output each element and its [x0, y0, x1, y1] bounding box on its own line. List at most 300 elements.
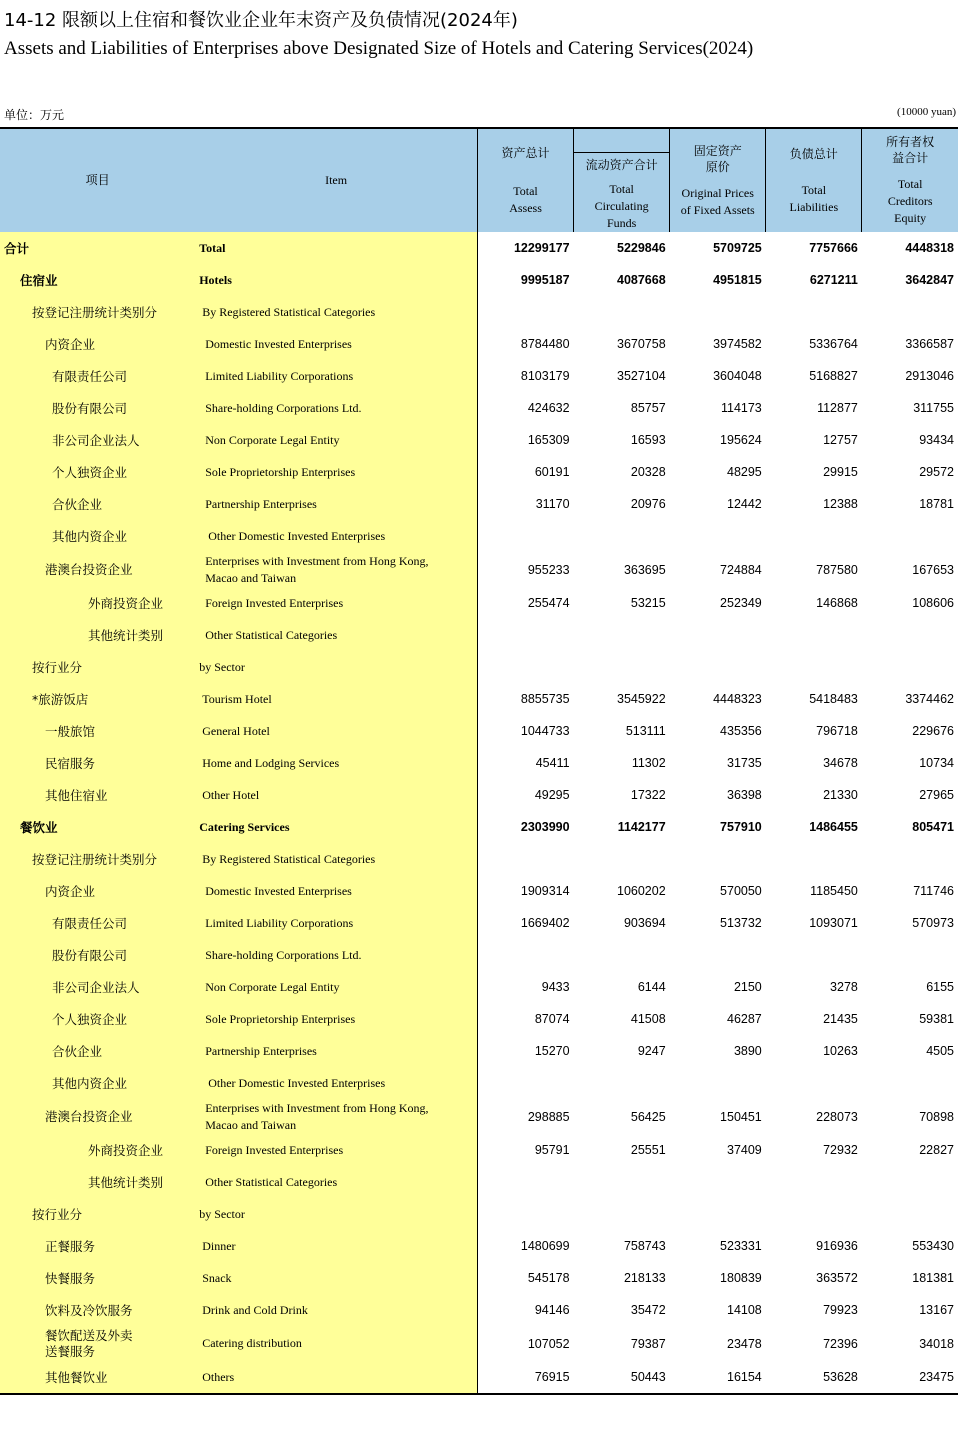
row-label-en: Domestic Invested Enterprises [195, 328, 477, 360]
cell-circulating-funds: 85757 [630, 401, 666, 415]
cell-circulating-funds: 11302 [631, 756, 666, 770]
row-label-cn: 有限责任公司 [0, 907, 195, 939]
cell-fixed-assets: 757910 [720, 820, 762, 834]
row-label-en: Non Corporate Legal Entity [195, 971, 477, 1003]
row-label-en: Catering Services [195, 811, 477, 843]
header-total-assets: 资产总计 Total Assess [477, 128, 573, 232]
table-row [0, 747, 958, 779]
cell-total-assets: 8855735 [520, 692, 570, 706]
cell-circulating-funds: 5229846 [617, 241, 666, 255]
cell-total-assets: 12299177 [513, 241, 570, 255]
cell-fixed-assets: 14108 [727, 1303, 762, 1317]
cell-total-assets: 9995187 [520, 273, 570, 287]
cell-total-liabilities: 1185450 [810, 884, 858, 898]
cell-total-assets: 165309 [527, 433, 570, 447]
table-row [0, 683, 958, 715]
cell-owners-equity: 167653 [912, 562, 954, 577]
cell-total-liabilities: 53628 [766, 1361, 862, 1394]
cell-owners-equity: 27965 [919, 788, 954, 802]
row-label-cn: 按登记注册统计类别分 [0, 843, 195, 875]
cell-fixed-assets: 23478 [727, 1336, 762, 1351]
cell-circulating-funds [574, 296, 670, 328]
cell-total-assets: 31170 [535, 497, 570, 511]
cell-owners-equity: 6155 [926, 980, 954, 994]
table-title-cn: 14-12 限额以上住宿和餐饮业企业年末资产及负债情况(2024年) [4, 10, 518, 31]
row-label-cn: 股份有限公司 [0, 392, 195, 424]
cell-total-liabilities: 146868 [816, 596, 858, 610]
row-label-cn: 其他统计类别 [0, 1166, 195, 1198]
cell-circulating-funds: 3527104 [617, 369, 666, 383]
unit-label-en: (10000 yuan) [897, 106, 956, 118]
cell-circulating-funds: 1142177 [617, 820, 666, 834]
cell-fixed-assets: 724884 [720, 562, 762, 577]
cell-total-assets: 424632 [527, 401, 570, 415]
cell-fixed-assets [670, 296, 766, 328]
cell-total-assets: 87074 [534, 1012, 570, 1026]
row-label-en: Snack [195, 1262, 477, 1294]
row-label-en: Limited Liability Corporations [195, 360, 477, 392]
cell-circulating-funds: 79387 [630, 1336, 666, 1351]
cell-fixed-assets: 150451 [720, 1109, 762, 1124]
cell-circulating-funds [574, 619, 670, 651]
row-label-cn: 非公司企业法人 [0, 971, 195, 1003]
cell-circulating-funds: 16593 [630, 433, 666, 447]
row-label-en: Catering distribution [195, 1326, 477, 1361]
table-row [0, 1262, 958, 1294]
cell-fixed-assets [670, 939, 766, 971]
cell-owners-equity: 3366587 [905, 337, 954, 351]
cell-fixed-assets: 12442 [727, 497, 762, 511]
header-item-cn: 项目 [0, 128, 195, 232]
cell-circulating-funds: 50443 [574, 1361, 670, 1394]
table-row [0, 619, 958, 651]
cell-owners-equity: 70898 [919, 1109, 954, 1124]
table-row [0, 715, 958, 747]
cell-circulating-funds: 20328 [630, 465, 666, 479]
cell-total-liabilities [766, 520, 862, 552]
table-row [0, 360, 958, 392]
row-label-cn: 有限责任公司 [0, 360, 195, 392]
cell-total-liabilities: 79923 [823, 1303, 858, 1317]
row-label-en: Share-holding Corporations Ltd. [195, 392, 477, 424]
cell-total-liabilities: 228073 [816, 1109, 858, 1124]
table-row [0, 1035, 958, 1067]
table-body [0, 232, 958, 1394]
cell-owners-equity [862, 651, 958, 683]
row-label-cn: 一般旅馆 [0, 715, 195, 747]
cell-total-assets: 60191 [534, 465, 570, 479]
row-label-en: Limited Liability Corporations [195, 907, 477, 939]
cell-owners-equity: 553430 [912, 1239, 954, 1253]
row-label-en: By Registered Statistical Categories [195, 296, 477, 328]
cell-circulating-funds [574, 651, 670, 683]
cell-total-assets: 1044733 [520, 724, 570, 738]
cell-total-assets [477, 296, 573, 328]
cell-fixed-assets: 195624 [720, 433, 762, 447]
row-label-en: Enterprises with Investment from Hong Kong, Macao and Taiwan [195, 552, 477, 587]
row-label-en: Foreign Invested Enterprises [195, 1134, 477, 1166]
row-label-en: by Sector [195, 651, 477, 683]
table-row [0, 587, 958, 619]
row-label-en: Tourism Hotel [195, 683, 477, 715]
row-label-en: Domestic Invested Enterprises [195, 875, 477, 907]
row-label-en: Sole Proprietorship Enterprises [195, 456, 477, 488]
cell-owners-equity: 23475 [862, 1361, 958, 1394]
cell-owners-equity: 4448318 [905, 241, 954, 255]
row-label-cn: 正餐服务 [0, 1230, 195, 1262]
cell-owners-equity [862, 619, 958, 651]
table-row [0, 1230, 958, 1262]
cell-total-liabilities: 1486455 [809, 820, 858, 834]
cell-owners-equity: 4505 [926, 1044, 954, 1058]
row-label-cn: 外商投资企业 [0, 1134, 195, 1166]
cell-total-liabilities: 787580 [816, 562, 858, 577]
header-total-liabilities: 负债总计 Total Liabilities [766, 128, 862, 232]
cell-owners-equity [862, 1067, 958, 1099]
cell-total-assets: 545178 [527, 1271, 570, 1285]
row-label-en: Partnership Enterprises [195, 488, 477, 520]
header-circulating-funds: 流动资产合计 Total Circulating Funds [574, 128, 670, 232]
cell-circulating-funds [574, 1198, 670, 1230]
cell-fixed-assets: 570050 [720, 884, 762, 898]
table-row [0, 1003, 958, 1035]
cell-total-assets: 94146 [534, 1303, 570, 1317]
cell-total-assets: 2303990 [520, 820, 570, 834]
cell-total-liabilities: 5336764 [809, 337, 858, 351]
row-label-cn: 按行业分 [0, 1198, 195, 1230]
cell-fixed-assets [670, 619, 766, 651]
row-label-cn: 其他住宿业 [0, 779, 195, 811]
cell-total-liabilities [766, 619, 862, 651]
cell-fixed-assets: 114173 [720, 401, 762, 415]
cell-total-assets: 255474 [527, 596, 570, 610]
table-row [0, 456, 958, 488]
cell-circulating-funds: 35472 [630, 1303, 666, 1317]
cell-owners-equity: 59381 [919, 1012, 954, 1026]
cell-circulating-funds: 53215 [630, 596, 666, 610]
table-row [0, 1198, 958, 1230]
table-row [0, 520, 958, 552]
table-row [0, 1361, 958, 1394]
table-row [0, 875, 958, 907]
cell-fixed-assets: 523331 [720, 1239, 762, 1253]
table-row [0, 232, 958, 264]
cell-circulating-funds: 758743 [623, 1239, 666, 1253]
row-label-cn: 民宿服务 [0, 747, 195, 779]
row-label-cn: 其他统计类别 [0, 619, 195, 651]
cell-total-assets [477, 520, 573, 552]
cell-circulating-funds [574, 520, 670, 552]
cell-circulating-funds: 41508 [630, 1012, 666, 1026]
row-label-cn: 住宿业 [0, 264, 195, 296]
cell-fixed-assets: 180839 [720, 1271, 762, 1285]
cell-owners-equity: 229676 [912, 724, 954, 738]
cell-fixed-assets: 31735 [727, 756, 762, 770]
row-label-cn: 餐饮业 [0, 811, 195, 843]
cell-fixed-assets: 4951815 [713, 273, 762, 287]
cell-owners-equity: 805471 [912, 820, 954, 834]
row-label-en: Non Corporate Legal Entity [195, 424, 477, 456]
table-row [0, 488, 958, 520]
cell-total-liabilities: 72396 [823, 1336, 858, 1351]
row-label-cn: 餐饮配送及外卖送餐服务 [0, 1326, 195, 1361]
cell-fixed-assets: 37409 [727, 1143, 762, 1157]
table-row [0, 1326, 958, 1361]
cell-total-assets [477, 619, 573, 651]
row-label-cn: 饮料及冷饮服务 [0, 1294, 195, 1326]
cell-circulating-funds: 17322 [630, 788, 666, 802]
header-owners-equity: 所有者权益合计 Total Creditors Equity [862, 128, 958, 232]
table-row [0, 907, 958, 939]
cell-circulating-funds [574, 1166, 670, 1198]
cell-owners-equity: 18781 [919, 497, 954, 511]
table-row [0, 1134, 958, 1166]
cell-owners-equity: 711746 [913, 884, 954, 898]
cell-fixed-assets: 48295 [727, 465, 762, 479]
cell-total-assets: 49295 [534, 788, 570, 802]
cell-fixed-assets: 4448323 [713, 692, 762, 706]
cell-total-liabilities: 5168827 [809, 369, 858, 383]
cell-total-liabilities: 34678 [823, 756, 858, 770]
row-label-en: Enterprises with Investment from Hong Kong, Macao and Taiwan [195, 1099, 477, 1134]
cell-total-liabilities: 21330 [823, 788, 858, 802]
cell-fixed-assets: 3890 [733, 1044, 762, 1058]
cell-total-assets [477, 1166, 573, 1198]
cell-owners-equity [862, 520, 958, 552]
cell-circulating-funds: 513111 [625, 724, 666, 738]
cell-total-liabilities: 29915 [823, 465, 858, 479]
row-label-cn: 快餐服务 [0, 1262, 195, 1294]
cell-circulating-funds: 363695 [623, 562, 666, 577]
row-label-cn: *旅游饭店 [0, 683, 195, 715]
table-row [0, 939, 958, 971]
cell-total-assets: 1669402 [520, 916, 570, 930]
cell-owners-equity [862, 939, 958, 971]
cell-total-assets: 76915 [477, 1361, 573, 1394]
row-label-cn: 个人独资企业 [0, 456, 195, 488]
cell-fixed-assets: 2150 [733, 980, 762, 994]
cell-owners-equity [862, 1166, 958, 1198]
cell-total-liabilities: 796718 [816, 724, 858, 738]
cell-total-assets: 1909314 [520, 884, 570, 898]
cell-fixed-assets [670, 651, 766, 683]
cell-owners-equity [862, 1198, 958, 1230]
cell-total-liabilities: 6271211 [809, 273, 858, 287]
table-row [0, 811, 958, 843]
table-row [0, 651, 958, 683]
cell-owners-equity: 13167 [919, 1303, 954, 1317]
cell-circulating-funds [574, 939, 670, 971]
cell-circulating-funds: 3670758 [617, 337, 666, 351]
cell-total-liabilities: 7757666 [809, 241, 858, 255]
cell-circulating-funds: 20976 [630, 497, 666, 511]
cell-owners-equity: 570973 [912, 916, 954, 930]
row-label-cn: 内资企业 [0, 328, 195, 360]
row-label-cn: 其他餐饮业 [0, 1361, 195, 1394]
cell-total-liabilities [766, 939, 862, 971]
cell-total-liabilities [766, 843, 862, 875]
row-label-en: Other Hotel [195, 779, 477, 811]
cell-total-liabilities: 10263 [823, 1044, 858, 1058]
row-label-cn: 港澳台投资企业 [0, 1099, 195, 1134]
cell-total-liabilities: 916936 [816, 1239, 858, 1253]
cell-circulating-funds [574, 843, 670, 875]
table-row [0, 264, 958, 296]
cell-owners-equity: 2913046 [905, 369, 954, 383]
cell-fixed-assets [670, 1166, 766, 1198]
cell-total-liabilities: 5418483 [809, 692, 858, 706]
cell-total-assets: 9433 [541, 980, 570, 994]
cell-total-liabilities: 1093071 [809, 916, 858, 930]
cell-total-assets [477, 1067, 573, 1099]
table-row [0, 296, 958, 328]
cell-total-assets: 8784480 [520, 337, 570, 351]
cell-total-assets [477, 651, 573, 683]
row-label-cn: 内资企业 [0, 875, 195, 907]
cell-total-liabilities [766, 651, 862, 683]
row-label-en: by Sector [195, 1198, 477, 1230]
cell-circulating-funds: 3545922 [617, 692, 666, 706]
table-row [0, 1166, 958, 1198]
cell-owners-equity [862, 843, 958, 875]
table-row [0, 779, 958, 811]
cell-fixed-assets: 3604048 [713, 369, 762, 383]
cell-fixed-assets: 36398 [727, 788, 762, 802]
cell-total-assets [477, 1198, 573, 1230]
unit-label-cn: 单位：万元 [4, 108, 65, 122]
cell-total-liabilities [766, 1166, 862, 1198]
cell-owners-equity: 93434 [919, 433, 954, 447]
row-label-cn: 合伙企业 [0, 488, 195, 520]
table-row [0, 1294, 958, 1326]
cell-total-liabilities: 3278 [830, 980, 858, 994]
row-label-cn: 股份有限公司 [0, 939, 195, 971]
cell-circulating-funds: 56425 [630, 1109, 666, 1124]
row-label-en: Other Statistical Categories [195, 619, 477, 651]
cell-total-assets [477, 939, 573, 971]
table-row [0, 843, 958, 875]
cell-owners-equity: 29572 [919, 465, 954, 479]
cell-fixed-assets: 46287 [727, 1012, 762, 1026]
header-fixed-assets: 固定资产原价 Original Prices of Fixed Assets [670, 128, 766, 232]
table-title-en: Assets and Liabilities of Enterprises above Designated Size of Hotels and Catering Services(2024) [4, 38, 754, 59]
cell-fixed-assets: 435356 [720, 724, 762, 738]
row-label-en: Dinner [195, 1230, 477, 1262]
cell-total-liabilities [766, 1198, 862, 1230]
cell-fixed-assets: 513732 [720, 916, 762, 930]
row-label-cn: 合计 [0, 232, 195, 264]
cell-owners-equity: 34018 [919, 1336, 954, 1351]
cell-total-liabilities: 12388 [823, 497, 858, 511]
cell-circulating-funds [574, 1067, 670, 1099]
row-label-cn: 非公司企业法人 [0, 424, 195, 456]
cell-fixed-assets: 3974582 [713, 337, 762, 351]
row-label-en: Hotels [195, 264, 477, 296]
row-label-en: Others [195, 1361, 477, 1394]
cell-circulating-funds: 1060202 [617, 884, 666, 898]
row-label-cn: 港澳台投资企业 [0, 552, 195, 587]
cell-total-liabilities: 363572 [816, 1271, 858, 1285]
cell-circulating-funds: 4087668 [617, 273, 666, 287]
cell-total-assets: 1480699 [520, 1239, 570, 1253]
row-label-en: By Registered Statistical Categories [195, 843, 477, 875]
cell-owners-equity: 181381 [912, 1271, 954, 1285]
statistics-table [0, 127, 958, 1395]
row-label-en: Sole Proprietorship Enterprises [195, 1003, 477, 1035]
cell-total-liabilities: 112877 [817, 401, 858, 415]
cell-owners-equity: 10734 [919, 756, 954, 770]
row-label-en: General Hotel [195, 715, 477, 747]
cell-total-assets: 8103179 [520, 369, 570, 383]
row-label-en: Foreign Invested Enterprises [195, 587, 477, 619]
cell-total-liabilities [766, 296, 862, 328]
cell-circulating-funds: 9247 [637, 1044, 666, 1058]
row-label-cn: 合伙企业 [0, 1035, 195, 1067]
cell-owners-equity: 311755 [913, 401, 954, 415]
row-label-en: Other Statistical Categories [195, 1166, 477, 1198]
cell-circulating-funds: 6144 [637, 980, 666, 994]
cell-owners-equity [862, 296, 958, 328]
cell-fixed-assets [670, 843, 766, 875]
cell-owners-equity: 3642847 [905, 273, 954, 287]
cell-total-assets: 298885 [527, 1109, 570, 1124]
row-label-en: Total [195, 232, 477, 264]
row-label-cn: 个人独资企业 [0, 1003, 195, 1035]
cell-fixed-assets: 252349 [720, 596, 762, 610]
cell-total-assets: 15270 [534, 1044, 570, 1058]
cell-owners-equity: 22827 [919, 1143, 954, 1157]
table-row [0, 328, 958, 360]
cell-total-assets: 45411 [535, 756, 570, 770]
header-item-en: Item [195, 128, 477, 232]
row-label-en: Other Domestic Invested Enterprises [195, 520, 477, 552]
cell-total-assets: 107052 [527, 1336, 570, 1351]
cell-total-liabilities: 72932 [823, 1143, 858, 1157]
table-row [0, 552, 958, 587]
row-label-en: Other Domestic Invested Enterprises [195, 1067, 477, 1099]
cell-fixed-assets [670, 1198, 766, 1230]
row-label-en: Share-holding Corporations Ltd. [195, 939, 477, 971]
table-row [0, 392, 958, 424]
cell-circulating-funds: 903694 [623, 916, 666, 930]
cell-total-assets: 95791 [534, 1143, 570, 1157]
row-label-en: Home and Lodging Services [195, 747, 477, 779]
cell-owners-equity: 108606 [912, 596, 954, 610]
table-row [0, 1099, 958, 1134]
cell-circulating-funds: 218133 [623, 1271, 666, 1285]
cell-fixed-assets: 5709725 [713, 241, 762, 255]
row-label-en: Drink and Cold Drink [195, 1294, 477, 1326]
row-label-cn: 其他内资企业 [0, 520, 195, 552]
cell-fixed-assets [670, 520, 766, 552]
cell-owners-equity: 3374462 [905, 692, 954, 706]
cell-circulating-funds: 25551 [630, 1143, 666, 1157]
table-row [0, 1067, 958, 1099]
cell-total-liabilities: 12757 [823, 433, 858, 447]
table-row [0, 971, 958, 1003]
cell-fixed-assets [670, 1067, 766, 1099]
row-label-cn: 按行业分 [0, 651, 195, 683]
row-label-cn: 外商投资企业 [0, 587, 195, 619]
cell-total-liabilities: 21435 [823, 1012, 858, 1026]
cell-total-assets: 955233 [527, 562, 570, 577]
table-row [0, 424, 958, 456]
cell-fixed-assets: 16154 [670, 1361, 766, 1394]
row-label-cn: 其他内资企业 [0, 1067, 195, 1099]
row-label-cn: 按登记注册统计类别分 [0, 296, 195, 328]
cell-total-assets [477, 843, 573, 875]
row-label-en: Partnership Enterprises [195, 1035, 477, 1067]
